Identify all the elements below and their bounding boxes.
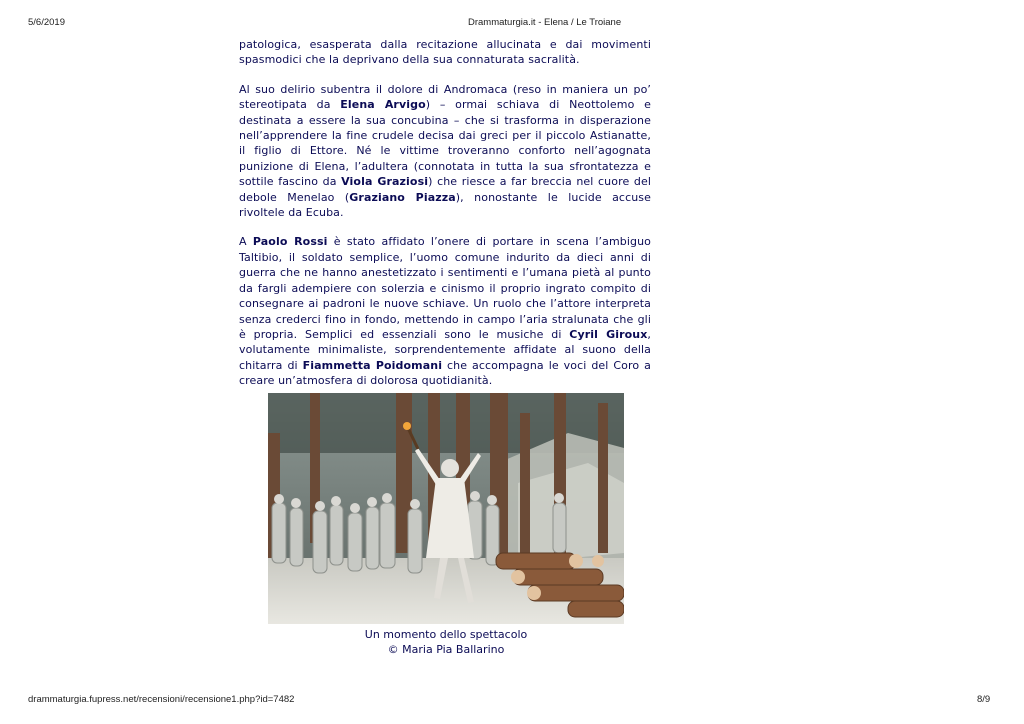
text-run: ) – ormai schiava di Neottolemo e destinata a essere la sua concubina – che si trasforma in disperazione nell’apprendere la fine crudele decisa dai greci per il piccolo Astianatte, il figlio di Ettore. Né le vittime troveranno conforto nell’agognata punizione di Elena, l’adultera (connotata in tutta la sua sfrontatezza e sottile fascino da (239, 98, 651, 189)
text-run: Al suo delirio subentra il dolore di Andromaca (reso in maniera un po’ stereotipata da (239, 82, 651, 112)
person-name: Elena Arvigo (340, 98, 426, 112)
text-run: , volutamente minimaliste, sorprendentemente affidate al suono della chitarra di (239, 327, 651, 372)
person-name: Cyril Giroux (569, 327, 648, 341)
text-run: è stato affidato l’onere di portare in scena l’ambiguo Taltibio, il soldato semplice, l’uomo comune indurito da dieci anni di guerra che ne hanno anestetizzato i sentimenti e l’umana pietà al punto da fargli adempiere con solerzia e cinismo il proprio ingrato compito di consegnare ai padroni le nuove schiave. Un ruolo che l’attore interpreta senza crederci fino in fondo, mettendo in campo l’aria stralunata che gli è propria. Semplici ed essenziali sono le musiche di (239, 235, 651, 341)
paragraph-1 (239, 37, 651, 68)
person-name: Paolo Rossi (252, 235, 328, 249)
page-number: 8/9 (977, 694, 991, 705)
paragraph-2 (239, 82, 651, 221)
print-date: 5/6/2019 (28, 17, 65, 28)
text-run: patologica, esasperata dalla recitazione allucinata e dai movimenti spasmodici che la deprivano della sua connaturata sacralità. (239, 38, 651, 67)
performance-photo (268, 393, 624, 624)
article-body (239, 37, 651, 403)
page-url[interactable]: drammaturgia.fupress.net/recensioni/recensione1.php?id=7482 (28, 694, 295, 705)
text-run: A (239, 235, 253, 249)
photo-caption: Un momento dello spettacolo (364, 628, 528, 641)
page-header-title: Drammaturgia.it - Elena / Le Troiane (468, 17, 622, 28)
person-name: Graziano Piazza (349, 190, 456, 204)
photo-credit: © Maria Pia Ballarino (387, 643, 505, 656)
text-run: ) che riesce a far breccia nel cuore del debole Menelao ( (239, 175, 651, 204)
person-name: Viola Graziosi (341, 175, 429, 189)
text-run: che accompagna le voci del Coro a creare un’atmosfera di dolorosa quotidianità. (239, 358, 651, 388)
text-run: ), nonostante le lucide accuse rivoltele da Ecuba. (239, 190, 651, 220)
person-name: Fiammetta Poidomani (302, 358, 443, 372)
paragraph-3 (239, 234, 651, 388)
